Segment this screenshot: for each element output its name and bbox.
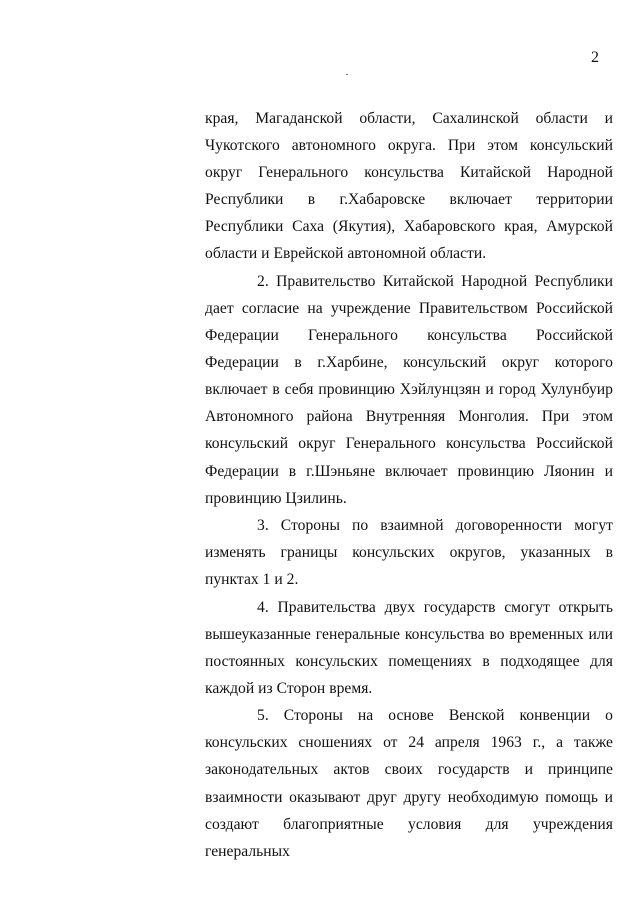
document-body (205, 105, 613, 865)
paragraph-item-3: 3. Стороны по взаимной договоренности могут изменять границы консульских округов, указанных в пунктах 1 и 2. (205, 517, 613, 589)
paragraph-item-4: 4. Правительства двух государств смогут открыть вышеуказанные генеральные консульства во временных или постоянных консульских помещениях в подходящее для каждой из Сторон время. (205, 598, 613, 697)
paragraph-item-2: 2. Правительство Китайской Народной Республики дает согласие на учреждение Правительством Российской Федерации Генерального консульства Российской Федерации в г.Харбине, консульский округ которого включает в себя провинцию Хэйлунцзян и город Хулунбуир Автономного района Внутренняя Монголия. При этом консульский округ Генерального консульства Российской Федерации в г.Шэньяне включает провинцию Ляонин и провинцию Цзилинь. (205, 272, 613, 507)
paragraph-item-5: 5. Стороны на основе Венской конвенции о консульских сношениях от 24 апреля 1963 г., а также законодательных актов своих государств и принципе взаимности оказывают друг другу необходимую помощь и создают благоприятные условия для учреждения генеральных (205, 707, 613, 860)
page-number: 2 (591, 49, 599, 66)
scan-speck (346, 74, 348, 75)
paragraph-continuation: края, Магаданской области, Сахалинской области и Чукотского автономного округа. При этом консульский округ Генерального консульства Китайской Народной Республики в г.Хабаровске включает территории Республики Саха (Якутия), Хабаровского края, Амурской области и Еврейской автономной области. (205, 110, 613, 263)
